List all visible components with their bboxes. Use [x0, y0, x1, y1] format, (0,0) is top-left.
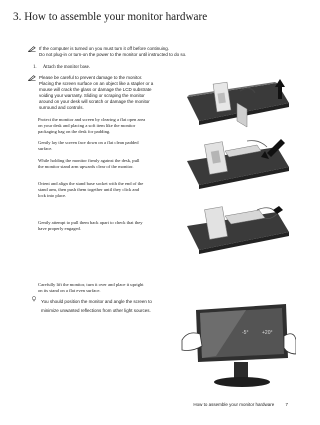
lightbulb-icon [30, 296, 38, 302]
note-power-off [28, 46, 288, 60]
para-attempt-pull [38, 220, 188, 232]
para-lay-face-down [38, 140, 188, 152]
footer-section-title: How to assemble your monitor hardware [193, 402, 275, 407]
tip-reflections [30, 297, 180, 317]
para-line: on your desk and placing a soft item like the monitor [38, 123, 136, 128]
note-power-off-line: Do not plug-in or turn-on the power to the monitor until instructed to do so. [39, 52, 187, 57]
illustration-check-engaged [185, 200, 295, 260]
para-line: Orient and align the stand base socket with the end of the [38, 181, 144, 186]
page-number: 7 [285, 402, 288, 407]
note-careful-line: mouse will crack the glass or damage the LCD substrate [39, 87, 152, 92]
para-line: Gently lay the screen face down on a flat clean padded [38, 140, 139, 145]
tip-line: You should position the monitor and angle the screen to [41, 299, 152, 304]
para-line: stand arm, then push them together until they click and [38, 187, 140, 192]
note-careful-line: voiding your warranty. Sliding or scraping the monitor [39, 93, 145, 98]
para-lift-monitor [38, 282, 188, 294]
tip-line: minimize unwanted reflections from other light sources. [41, 308, 151, 313]
para-line: on its stand on a flat even surface. [38, 288, 101, 293]
note-careful-line: surround and controls. [39, 105, 84, 110]
note-careful-line: Placing the screen surface on an object like a stapler or a [39, 81, 154, 86]
para-line: the monitor stand arm upwards clear of the monitor. [38, 164, 134, 169]
para-orient-base [38, 181, 188, 199]
illustration-upright-monitor [176, 300, 296, 390]
note-pen-icon [28, 46, 36, 52]
step-number: 1. [33, 65, 37, 70]
note-careful-text [39, 75, 153, 111]
para-line: Protect the monitor and screen by clearing a flat open area [38, 117, 146, 122]
para-line: packaging bag on the desk for padding. [38, 129, 111, 134]
page-title: 3. How to assemble your monitor hardware [13, 11, 208, 23]
step-label: Attach the monitor base. [42, 65, 90, 70]
step-1-heading [33, 65, 90, 71]
note-power-off-text [39, 46, 186, 58]
para-line: lock into place. [38, 193, 67, 198]
para-line: Carefully lift the monitor, turn it over and place it upright [38, 282, 144, 287]
note-power-off-line: If the computer is turned on you must turn it off before continuing. [39, 46, 169, 51]
para-line: have properly engaged. [38, 226, 81, 231]
para-line: While holding the monitor firmly against the desk, pull [38, 158, 140, 163]
para-line: surface. [38, 146, 53, 151]
note-careful [28, 75, 188, 115]
note-careful-line: Please be careful to prevent damage to the monitor. [39, 75, 143, 80]
para-line: Gently attempt to pull them back apart to check that they [38, 220, 143, 225]
svg-text:-5°: -5° [242, 330, 249, 336]
page-footer [193, 402, 288, 407]
illustration-lift-stand-arm [185, 75, 295, 135]
illustration-attach-base [185, 137, 295, 197]
tip-text [41, 297, 152, 315]
note-pen-icon [28, 75, 36, 81]
svg-text:+20°: +20° [262, 330, 273, 336]
para-protect [38, 117, 188, 135]
note-careful-line: around on your desk will scratch or damage the monitor [39, 99, 150, 104]
para-hold-monitor [38, 158, 188, 170]
